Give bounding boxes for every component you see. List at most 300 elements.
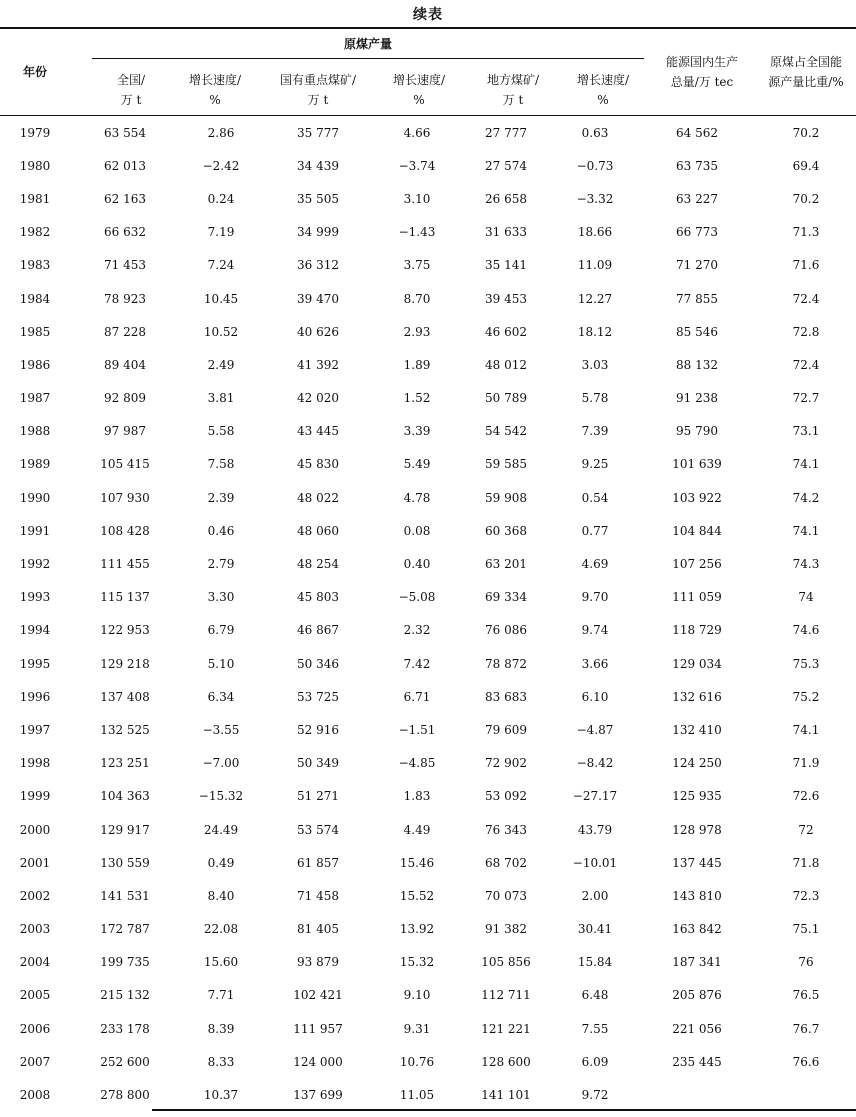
- table-row: [0, 1078, 856, 1111]
- state-key-output-cell: 35 505: [297, 191, 339, 206]
- energy-total-cell: [638, 1078, 756, 1111]
- energy-total-cell: 143 810: [672, 888, 722, 903]
- local-output-cell: 26 658: [485, 191, 527, 206]
- local-growth-cell: 5.78: [581, 391, 609, 406]
- energy-total-cell: 118 729: [672, 623, 722, 638]
- table-row: [0, 614, 856, 647]
- local-growth-cell: −3.32: [576, 191, 614, 206]
- local-output-cell: 27 574: [485, 158, 527, 173]
- state-key-growth-cell: 3.75: [403, 258, 431, 273]
- national-output-cell: 130 559: [100, 855, 150, 870]
- col-header-line2: %: [597, 93, 609, 107]
- national-output-cell: 141 531: [100, 888, 150, 903]
- state-key-output-cell: 93 879: [297, 955, 339, 970]
- coal-share-cell: 76: [798, 955, 814, 970]
- energy-total-cell: 77 855: [676, 291, 718, 306]
- year-cell: 2007: [19, 1054, 51, 1069]
- national-output-cell: 115 137: [100, 590, 150, 605]
- local-growth-cell: 6.48: [581, 988, 609, 1003]
- national-growth-cell: 0.24: [207, 191, 235, 206]
- year-cell: 1982: [19, 225, 51, 240]
- local-output-cell: 70 073: [485, 888, 527, 903]
- local-growth-cell: 0.54: [581, 490, 609, 505]
- local-growth-cell: 7.39: [581, 424, 609, 439]
- table-row: [0, 680, 856, 713]
- coal-share-cell: 75.3: [792, 656, 820, 671]
- energy-total-cell: 71 270: [676, 258, 718, 273]
- col-header-line2: 万 t: [502, 93, 524, 107]
- state-key-output-cell: 102 421: [293, 988, 343, 1003]
- national-output-cell: 137 408: [100, 689, 150, 704]
- state-key-growth-cell: 13.92: [399, 922, 435, 937]
- year-cell: 1995: [19, 656, 51, 671]
- table-row: [0, 216, 856, 249]
- coal-share-cell: 74.1: [792, 457, 820, 472]
- national-output-cell: 123 251: [100, 756, 150, 771]
- table-row: [0, 747, 856, 780]
- coal-share-cell: 74.1: [792, 523, 820, 538]
- national-output-cell: 97 987: [104, 424, 146, 439]
- table-row: [0, 182, 856, 215]
- year-cell: 1980: [19, 158, 51, 173]
- local-growth-cell: 6.10: [581, 689, 609, 704]
- table-row: [0, 1012, 856, 1045]
- state-key-output-cell: 45 803: [297, 590, 339, 605]
- local-output-cell: 60 368: [485, 523, 527, 538]
- local-output-cell: 59 585: [485, 457, 527, 472]
- col-header-line1: 国有重点煤矿/: [279, 73, 357, 87]
- energy-total-cell: 104 844: [672, 523, 722, 538]
- national-growth-cell: 24.49: [203, 822, 239, 837]
- local-output-cell: 79 609: [485, 722, 527, 737]
- local-growth-cell: −10.01: [572, 855, 618, 870]
- coal-share-cell: 72.7: [792, 391, 820, 406]
- local-output-cell: 105 856: [481, 955, 531, 970]
- coal-share-cell: 74.6: [792, 623, 820, 638]
- national-growth-cell: 5.10: [207, 656, 235, 671]
- coal-share-cell: 72.8: [792, 324, 820, 339]
- state-key-growth-cell: 15.46: [399, 855, 435, 870]
- national-growth-cell: 0.49: [207, 855, 235, 870]
- table-row: [0, 149, 856, 182]
- energy-total-cell: 101 639: [672, 457, 722, 472]
- state-key-growth-cell: 7.42: [403, 656, 431, 671]
- local-growth-cell: 9.25: [581, 457, 609, 472]
- local-growth-cell: 2.00: [581, 888, 609, 903]
- state-key-growth-cell: 10.76: [399, 1054, 435, 1069]
- local-growth-cell: −27.17: [572, 789, 618, 804]
- national-growth-cell: 10.45: [203, 291, 239, 306]
- local-output-cell: 83 683: [485, 689, 527, 704]
- table-row: [0, 249, 856, 282]
- col-header-line2: %: [413, 93, 425, 107]
- year-cell: 2006: [19, 1021, 51, 1036]
- state-key-output-cell: 53 574: [297, 822, 339, 837]
- year-cell: 2005: [19, 988, 51, 1003]
- state-key-growth-cell: 1.83: [403, 789, 431, 804]
- state-key-growth-cell: 3.39: [403, 424, 431, 439]
- national-output-cell: 63 554: [104, 125, 146, 140]
- state-key-output-cell: 46 867: [297, 623, 339, 638]
- energy-total-cell: 128 978: [672, 822, 722, 837]
- local-output-cell: 53 092: [485, 789, 527, 804]
- energy-total-cell: 124 250: [672, 756, 722, 771]
- coal-share-cell: 72.4: [792, 357, 820, 372]
- state-key-growth-cell: 2.32: [403, 623, 431, 638]
- state-key-growth-cell: 4.66: [403, 125, 431, 140]
- table-row: [0, 448, 856, 481]
- local-growth-cell: 3.03: [581, 357, 609, 372]
- energy-total-cell: 137 445: [672, 855, 722, 870]
- national-growth-cell: 0.46: [207, 523, 235, 538]
- energy-total-cell: 88 132: [676, 357, 718, 372]
- local-output-cell: 35 141: [485, 258, 527, 273]
- year-cell: 1984: [19, 291, 51, 306]
- col-header-line2: %: [209, 93, 221, 107]
- national-growth-cell: −7.00: [202, 756, 240, 771]
- state-key-growth-cell: 1.89: [403, 357, 431, 372]
- local-output-cell: 63 201: [485, 557, 527, 572]
- energy-total-cell: 95 790: [676, 424, 718, 439]
- col-header-line1: 原煤占全国能: [769, 55, 842, 69]
- national-output-cell: 105 415: [100, 457, 150, 472]
- national-growth-cell: 7.58: [207, 457, 235, 472]
- local-output-cell: 27 777: [485, 125, 527, 140]
- local-growth-cell: 43.79: [577, 822, 613, 837]
- local-output-cell: 48 012: [485, 357, 527, 372]
- table-row: [0, 979, 856, 1012]
- national-output-cell: 62 013: [104, 158, 146, 173]
- state-key-growth-cell: 0.08: [403, 523, 431, 538]
- coal-share-cell: 71.9: [792, 756, 820, 771]
- national-growth-cell: 8.40: [207, 888, 235, 903]
- local-output-cell: 78 872: [485, 656, 527, 671]
- table-row: [0, 647, 856, 680]
- state-key-growth-cell: 15.32: [399, 955, 435, 970]
- energy-total-cell: 111 059: [672, 590, 722, 605]
- col-header-line1: 能源国内生产: [665, 55, 738, 69]
- state-key-growth-cell: −3.74: [398, 158, 436, 173]
- local-output-cell: 46 602: [485, 324, 527, 339]
- state-key-output-cell: 40 626: [297, 324, 339, 339]
- national-output-cell: 92 809: [104, 391, 146, 406]
- coal-share-cell: 69.4: [792, 158, 820, 173]
- col-header-line2: 万 t: [120, 93, 142, 107]
- national-output-cell: 278 800: [100, 1088, 150, 1103]
- local-growth-cell: 15.84: [577, 955, 613, 970]
- col-header-line2: 源产量比重/%: [768, 75, 844, 89]
- table-row: [0, 514, 856, 547]
- coal-share-cell: 74.2: [792, 490, 820, 505]
- coal-share-cell: 72.6: [792, 789, 820, 804]
- national-growth-cell: 5.58: [207, 424, 235, 439]
- national-growth-cell: −15.32: [198, 789, 244, 804]
- energy-total-cell: 235 445: [672, 1054, 722, 1069]
- coal-share-cell: 75.2: [792, 689, 820, 704]
- local-growth-cell: 11.09: [577, 258, 613, 273]
- raw-coal-group-header: 原煤产量: [343, 37, 392, 51]
- state-key-growth-cell: −5.08: [398, 590, 436, 605]
- group-rule: [92, 58, 644, 59]
- coal-share-cell: 74.1: [792, 722, 820, 737]
- table-row: [0, 282, 856, 315]
- table-caption: 续表: [413, 7, 443, 23]
- national-growth-cell: 8.33: [207, 1054, 235, 1069]
- state-key-output-cell: 45 830: [297, 457, 339, 472]
- state-key-output-cell: 35 777: [297, 125, 339, 140]
- table-row: [0, 581, 856, 614]
- local-growth-cell: 9.72: [581, 1088, 609, 1103]
- top-rule: [0, 27, 856, 29]
- energy-total-cell: 129 034: [672, 656, 722, 671]
- state-key-growth-cell: 8.70: [403, 291, 431, 306]
- year-cell: 2008: [19, 1088, 51, 1103]
- national-growth-cell: 7.24: [207, 258, 235, 273]
- state-key-output-cell: 81 405: [297, 922, 339, 937]
- year-cell: 1992: [19, 557, 51, 572]
- year-cell: 1994: [19, 623, 51, 638]
- col-header-line2: 总量/万 tec: [670, 75, 734, 89]
- state-key-growth-cell: 9.31: [403, 1021, 431, 1036]
- table-row: [0, 813, 856, 846]
- state-key-growth-cell: 1.52: [403, 391, 431, 406]
- national-output-cell: 66 632: [104, 225, 146, 240]
- coal-share-cell: 70.2: [792, 125, 820, 140]
- local-growth-cell: 0.63: [581, 125, 609, 140]
- year-cell: 1998: [19, 756, 51, 771]
- national-output-cell: 87 228: [104, 324, 146, 339]
- energy-total-cell: 205 876: [672, 988, 722, 1003]
- col-header-line1: 增长速度/: [188, 73, 242, 87]
- energy-total-cell: 64 562: [676, 125, 718, 140]
- table-row: [0, 913, 856, 946]
- national-growth-cell: 6.34: [207, 689, 235, 704]
- local-growth-cell: 12.27: [577, 291, 613, 306]
- year-cell: 1986: [19, 357, 51, 372]
- year-cell: 2001: [19, 855, 51, 870]
- coal-share-cell: 74: [798, 590, 814, 605]
- year-cell: 1997: [19, 722, 51, 737]
- energy-total-cell: 125 935: [672, 789, 722, 804]
- year-cell: 1991: [19, 523, 51, 538]
- energy-total-cell: 91 238: [676, 391, 718, 406]
- table-row: [0, 780, 856, 813]
- national-output-cell: 233 178: [100, 1021, 150, 1036]
- national-growth-cell: 10.37: [203, 1088, 239, 1103]
- energy-total-cell: 132 616: [672, 689, 722, 704]
- state-key-growth-cell: 11.05: [399, 1088, 435, 1103]
- national-output-cell: 199 735: [100, 955, 150, 970]
- coal-share-cell: 72.3: [792, 888, 820, 903]
- state-key-output-cell: 50 349: [297, 756, 339, 771]
- coal-share-cell: 72: [798, 822, 814, 837]
- state-key-growth-cell: 3.10: [403, 191, 431, 206]
- local-output-cell: 50 789: [485, 391, 527, 406]
- state-key-output-cell: 50 346: [297, 656, 339, 671]
- table-row: [0, 1045, 856, 1078]
- national-growth-cell: 22.08: [203, 922, 239, 937]
- local-growth-cell: −0.73: [576, 158, 614, 173]
- year-cell: 1979: [19, 125, 51, 140]
- coal-share-cell: [756, 1078, 856, 1111]
- local-growth-cell: 18.12: [577, 324, 613, 339]
- national-output-cell: 172 787: [100, 922, 150, 937]
- energy-total-cell: 66 773: [676, 225, 718, 240]
- local-output-cell: 91 382: [485, 922, 527, 937]
- coal-share-cell: 76.7: [792, 1021, 820, 1036]
- state-key-output-cell: 34 439: [297, 158, 339, 173]
- state-key-growth-cell: 4.49: [403, 822, 431, 837]
- col-header-line2: 万 t: [307, 93, 329, 107]
- local-growth-cell: 3.66: [581, 656, 609, 671]
- year-cell: 2000: [19, 822, 51, 837]
- local-output-cell: 54 542: [485, 424, 527, 439]
- national-output-cell: 132 525: [100, 722, 150, 737]
- energy-total-cell: 107 256: [672, 557, 722, 572]
- year-cell: 1988: [19, 424, 51, 439]
- col-header-line1: 增长速度/: [576, 73, 630, 87]
- national-growth-cell: 3.81: [207, 391, 235, 406]
- coal-share-cell: 74.3: [792, 557, 820, 572]
- table-row: [0, 846, 856, 879]
- coal-share-cell: 73.1: [792, 424, 820, 439]
- year-cell: 1985: [19, 324, 51, 339]
- state-key-output-cell: 124 000: [293, 1054, 343, 1069]
- year-cell: 1990: [19, 490, 51, 505]
- national-output-cell: 215 132: [100, 988, 150, 1003]
- table-row: [0, 415, 856, 448]
- national-growth-cell: 15.60: [203, 955, 239, 970]
- col-header-line1: 增长速度/: [392, 73, 446, 87]
- energy-total-cell: 63 735: [676, 158, 718, 173]
- energy-total-cell: 85 546: [676, 324, 718, 339]
- state-key-output-cell: 34 999: [297, 225, 339, 240]
- state-key-output-cell: 61 857: [297, 855, 339, 870]
- state-key-output-cell: 51 271: [297, 789, 339, 804]
- state-key-output-cell: 41 392: [297, 357, 339, 372]
- national-output-cell: 71 453: [104, 258, 146, 273]
- coal-share-cell: 76.5: [792, 988, 820, 1003]
- state-key-output-cell: 39 470: [297, 291, 339, 306]
- state-key-output-cell: 42 020: [297, 391, 339, 406]
- state-key-growth-cell: 4.78: [403, 490, 431, 505]
- local-growth-cell: −4.87: [576, 722, 614, 737]
- state-key-output-cell: 43 445: [297, 424, 339, 439]
- local-growth-cell: 6.09: [581, 1054, 609, 1069]
- local-output-cell: 141 101: [481, 1088, 531, 1103]
- coal-production-table: [0, 116, 856, 1112]
- national-growth-cell: −2.42: [202, 158, 240, 173]
- state-key-output-cell: 48 254: [297, 557, 339, 572]
- year-cell: 2003: [19, 922, 51, 937]
- local-output-cell: 128 600: [481, 1054, 531, 1069]
- coal-share-cell: 71.8: [792, 855, 820, 870]
- state-key-growth-cell: 6.71: [403, 689, 431, 704]
- national-output-cell: 108 428: [100, 523, 150, 538]
- national-growth-cell: −3.55: [202, 722, 240, 737]
- table-row: [0, 382, 856, 415]
- local-output-cell: 112 711: [481, 988, 531, 1003]
- state-key-output-cell: 71 458: [297, 888, 339, 903]
- national-growth-cell: 8.39: [207, 1021, 235, 1036]
- state-key-growth-cell: −1.43: [398, 225, 436, 240]
- coal-share-cell: 71.6: [792, 258, 820, 273]
- national-output-cell: 107 930: [100, 490, 150, 505]
- year-cell: 1999: [19, 789, 51, 804]
- energy-total-cell: 221 056: [672, 1021, 722, 1036]
- year-header: 年份: [22, 65, 47, 79]
- state-key-growth-cell: 9.10: [403, 988, 431, 1003]
- state-key-output-cell: 111 957: [293, 1021, 343, 1036]
- year-cell: 2004: [19, 955, 51, 970]
- national-growth-cell: 10.52: [203, 324, 239, 339]
- state-key-output-cell: 137 699: [293, 1088, 343, 1103]
- local-growth-cell: 9.70: [581, 590, 609, 605]
- year-cell: 1993: [19, 590, 51, 605]
- energy-total-cell: 63 227: [676, 191, 718, 206]
- national-growth-cell: 2.39: [207, 490, 235, 505]
- state-key-growth-cell: 2.93: [403, 324, 431, 339]
- national-output-cell: 78 923: [104, 291, 146, 306]
- national-growth-cell: 7.19: [207, 225, 235, 240]
- state-key-output-cell: 48 060: [297, 523, 339, 538]
- coal-share-cell: 71.3: [792, 225, 820, 240]
- table-row: [0, 481, 856, 514]
- local-growth-cell: 18.66: [577, 225, 613, 240]
- state-key-output-cell: 52 916: [297, 722, 339, 737]
- table-row: [0, 713, 856, 746]
- local-growth-cell: −8.42: [576, 756, 614, 771]
- national-output-cell: 89 404: [104, 357, 146, 372]
- local-output-cell: 72 902: [485, 756, 527, 771]
- state-key-growth-cell: 15.52: [399, 888, 435, 903]
- local-growth-cell: 9.74: [581, 623, 609, 638]
- national-growth-cell: 2.79: [207, 557, 235, 572]
- coal-share-cell: 72.4: [792, 291, 820, 306]
- coal-share-cell: 75.1: [792, 922, 820, 937]
- national-output-cell: 129 917: [100, 822, 150, 837]
- table-row: [0, 116, 856, 149]
- col-header-line1: 全国/: [116, 73, 146, 87]
- local-output-cell: 76 086: [485, 623, 527, 638]
- year-cell: 1987: [19, 391, 51, 406]
- year-cell: 1981: [19, 191, 51, 206]
- national-output-cell: 62 163: [104, 191, 146, 206]
- energy-total-cell: 103 922: [672, 490, 722, 505]
- local-output-cell: 76 343: [485, 822, 527, 837]
- energy-total-cell: 132 410: [672, 722, 722, 737]
- state-key-output-cell: 53 725: [297, 689, 339, 704]
- table-row: [0, 315, 856, 348]
- local-growth-cell: 7.55: [581, 1021, 609, 1036]
- national-growth-cell: 6.79: [207, 623, 235, 638]
- national-growth-cell: 3.30: [207, 590, 235, 605]
- table-row: [0, 547, 856, 580]
- national-growth-cell: 7.71: [207, 988, 235, 1003]
- table-row: [0, 946, 856, 979]
- state-key-output-cell: 48 022: [297, 490, 339, 505]
- national-output-cell: 129 218: [100, 656, 150, 671]
- year-cell: 1989: [19, 457, 51, 472]
- table-row: [0, 348, 856, 381]
- coal-share-cell: 76.6: [792, 1054, 820, 1069]
- local-output-cell: 68 702: [485, 855, 527, 870]
- year-cell: 2002: [19, 888, 51, 903]
- year-cell: 1983: [19, 258, 51, 273]
- local-growth-cell: 4.69: [581, 557, 609, 572]
- national-growth-cell: 2.86: [207, 125, 235, 140]
- local-output-cell: 121 221: [481, 1021, 531, 1036]
